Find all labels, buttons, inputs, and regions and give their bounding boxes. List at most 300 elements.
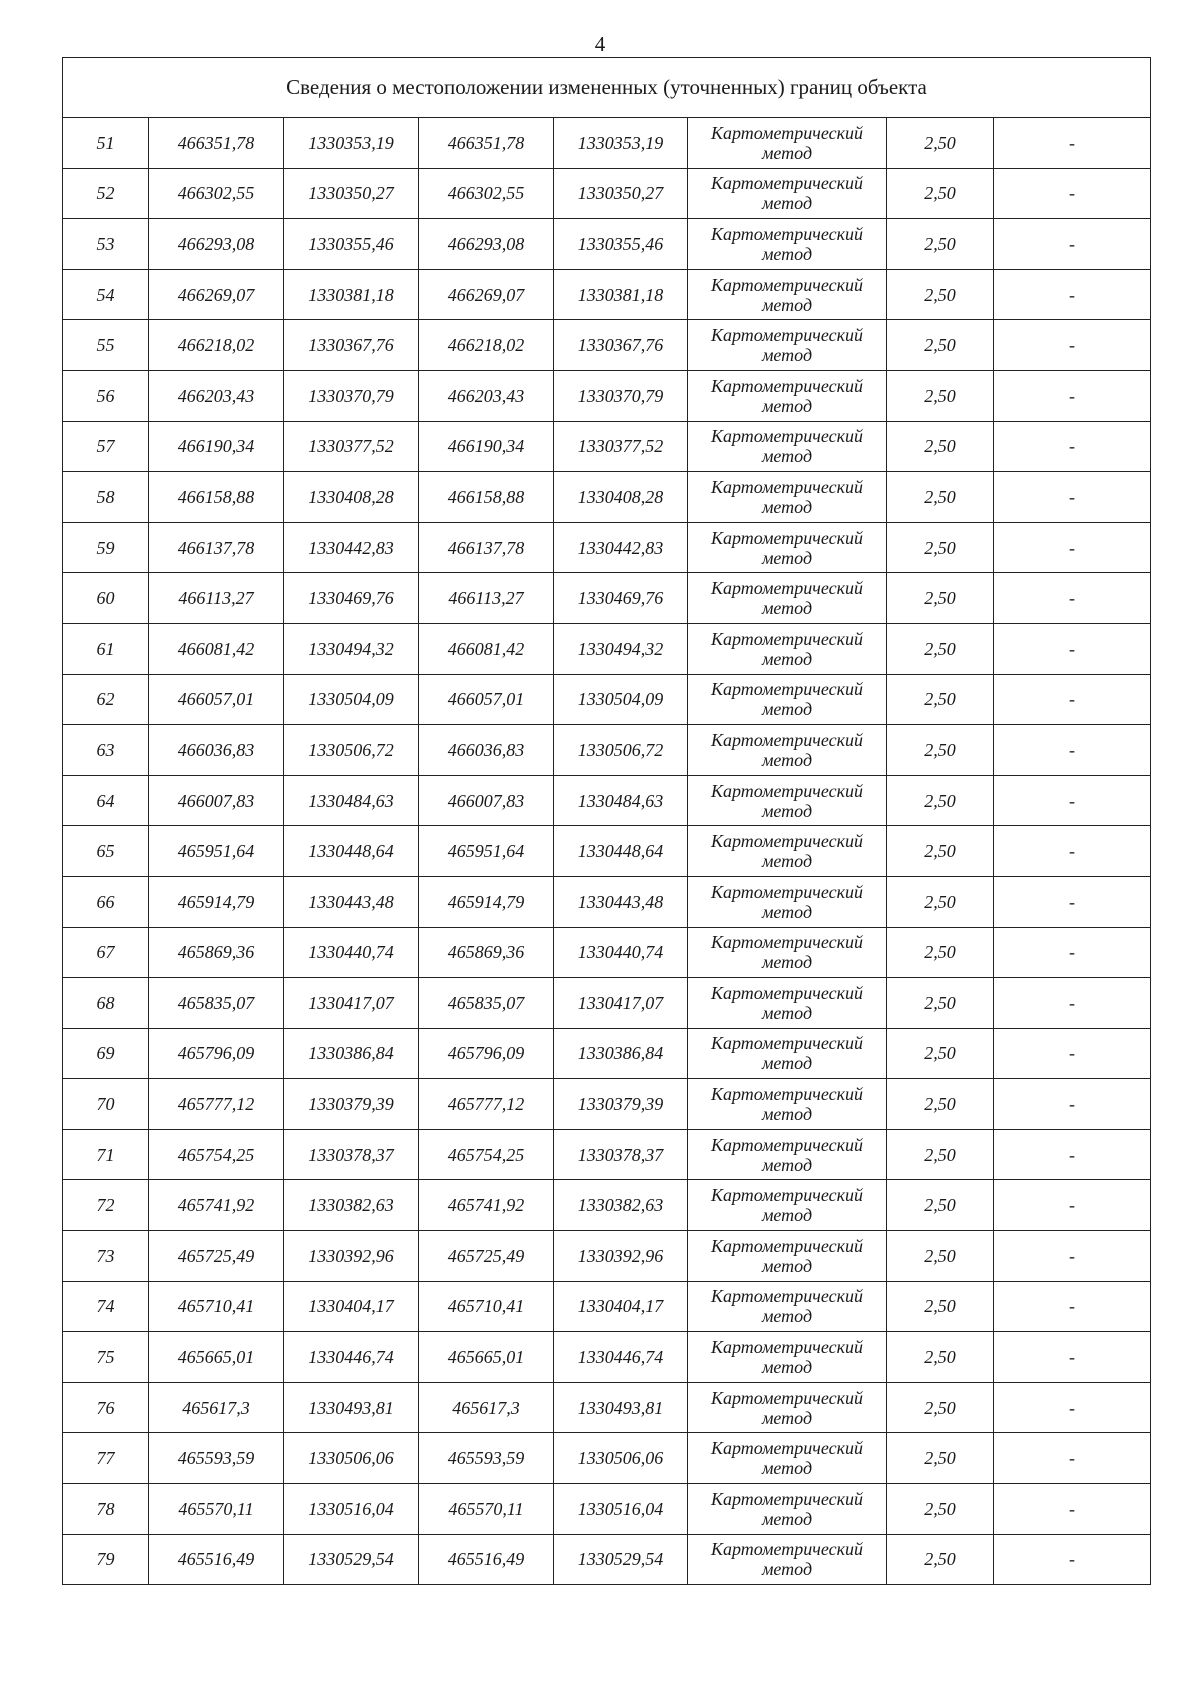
method-line-2: метод [761, 1407, 813, 1428]
description-cell: - [994, 623, 1151, 674]
point-number-cell: 63 [63, 725, 149, 776]
method-cell [688, 1484, 887, 1535]
y-new-cell: 1330442,83 [554, 522, 688, 573]
method-line-2: метод [761, 1508, 813, 1529]
x-existing-cell: 466137,78 [149, 522, 284, 573]
description-cell: - [994, 1534, 1151, 1585]
y-new-cell: 1330382,63 [554, 1180, 688, 1231]
description-cell: - [994, 1231, 1151, 1282]
accuracy-cell: 2,50 [887, 674, 994, 725]
x-new-cell: 466057,01 [419, 674, 554, 725]
x-new-cell: 465869,36 [419, 927, 554, 978]
method-line-1: Картометрический [710, 274, 863, 295]
point-number-cell: 73 [63, 1231, 149, 1282]
y-existing-cell: 1330493,81 [284, 1382, 419, 1433]
table-row [63, 775, 1151, 826]
table-row [63, 320, 1151, 371]
accuracy-cell: 2,50 [887, 623, 994, 674]
table-row [63, 421, 1151, 472]
method-cell [688, 370, 887, 421]
y-existing-cell: 1330443,48 [284, 876, 419, 927]
table-row [63, 1281, 1151, 1332]
point-number-cell: 66 [63, 876, 149, 927]
description-cell: - [994, 1382, 1151, 1433]
y-new-cell: 1330381,18 [554, 269, 688, 320]
x-existing-cell: 465796,09 [149, 1028, 284, 1079]
method-line-1: Картометрический [710, 1286, 863, 1307]
point-number-cell: 71 [63, 1129, 149, 1180]
method-line-2: метод [761, 193, 813, 214]
method-cell [688, 1433, 887, 1484]
point-number-cell: 54 [63, 269, 149, 320]
accuracy-cell: 2,50 [887, 1534, 994, 1585]
accuracy-cell: 2,50 [887, 421, 994, 472]
method-cell [688, 826, 887, 877]
y-existing-cell: 1330370,79 [284, 370, 419, 421]
accuracy-cell: 2,50 [887, 927, 994, 978]
method-cell [688, 623, 887, 674]
method-cell [688, 1129, 887, 1180]
method-line-2: метод [761, 1205, 813, 1226]
method-line-1: Картометрический [710, 1235, 863, 1256]
method-line-1: Картометрический [710, 628, 863, 649]
method-line-1: Картометрический [710, 1337, 863, 1358]
table-row [63, 1484, 1151, 1535]
y-new-cell: 1330440,74 [554, 927, 688, 978]
method-cell [688, 573, 887, 624]
method-cell [688, 1534, 887, 1585]
table-row [63, 1332, 1151, 1383]
x-existing-cell: 465835,07 [149, 978, 284, 1029]
method-cell [688, 1332, 887, 1383]
point-number-cell: 59 [63, 522, 149, 573]
description-cell: - [994, 421, 1151, 472]
y-existing-cell: 1330440,74 [284, 927, 419, 978]
point-number-cell: 56 [63, 370, 149, 421]
x-existing-cell: 466269,07 [149, 269, 284, 320]
y-existing-cell: 1330506,72 [284, 725, 419, 776]
y-new-cell: 1330446,74 [554, 1332, 688, 1383]
x-existing-cell: 465516,49 [149, 1534, 284, 1585]
point-number-cell: 53 [63, 219, 149, 270]
method-cell [688, 927, 887, 978]
accuracy-cell: 2,50 [887, 472, 994, 523]
coordinates-table [62, 57, 1151, 1585]
method-line-2: метод [761, 1154, 813, 1175]
point-number-cell: 77 [63, 1433, 149, 1484]
description-cell: - [994, 927, 1151, 978]
y-new-cell: 1330469,76 [554, 573, 688, 624]
description-cell: - [994, 370, 1151, 421]
x-new-cell: 465741,92 [419, 1180, 554, 1231]
method-line-2: метод [761, 243, 813, 264]
x-new-cell: 466302,55 [419, 168, 554, 219]
y-new-cell: 1330378,37 [554, 1129, 688, 1180]
x-new-cell: 466190,34 [419, 421, 554, 472]
table-row [63, 978, 1151, 1029]
description-cell: - [994, 1281, 1151, 1332]
x-existing-cell: 465710,41 [149, 1281, 284, 1332]
table-row [63, 168, 1151, 219]
x-new-cell: 466137,78 [419, 522, 554, 573]
method-cell [688, 1382, 887, 1433]
y-existing-cell: 1330355,46 [284, 219, 419, 270]
x-existing-cell: 466158,88 [149, 472, 284, 523]
x-new-cell: 465570,11 [419, 1484, 554, 1535]
method-line-1: Картометрический [710, 173, 863, 194]
method-line-1: Картометрический [710, 476, 863, 497]
x-new-cell: 466007,83 [419, 775, 554, 826]
point-number-cell: 65 [63, 826, 149, 877]
table-row [63, 674, 1151, 725]
y-new-cell: 1330353,19 [554, 118, 688, 169]
y-new-cell: 1330370,79 [554, 370, 688, 421]
table-title: Сведения о местоположении измененных (уточненных) границ объекта [63, 58, 1151, 118]
method-line-1: Картометрический [710, 729, 863, 750]
x-existing-cell: 466351,78 [149, 118, 284, 169]
point-number-cell: 76 [63, 1382, 149, 1433]
x-new-cell: 465777,12 [419, 1079, 554, 1130]
table-row [63, 1231, 1151, 1282]
y-existing-cell: 1330404,17 [284, 1281, 419, 1332]
description-cell: - [994, 1028, 1151, 1079]
table-row [63, 1534, 1151, 1585]
x-new-cell: 465665,01 [419, 1332, 554, 1383]
y-existing-cell: 1330382,63 [284, 1180, 419, 1231]
method-cell [688, 775, 887, 826]
point-number-cell: 60 [63, 573, 149, 624]
method-line-2: метод [761, 901, 813, 922]
table-row [63, 927, 1151, 978]
y-new-cell: 1330377,52 [554, 421, 688, 472]
table-row [63, 623, 1151, 674]
method-cell [688, 1180, 887, 1231]
accuracy-cell: 2,50 [887, 978, 994, 1029]
method-line-2: метод [761, 142, 813, 163]
method-line-2: метод [761, 1306, 813, 1327]
x-existing-cell: 466036,83 [149, 725, 284, 776]
method-line-2: метод [761, 1458, 813, 1479]
y-new-cell: 1330494,32 [554, 623, 688, 674]
y-existing-cell: 1330381,18 [284, 269, 419, 320]
description-cell: - [994, 219, 1151, 270]
description-cell: - [994, 978, 1151, 1029]
y-new-cell: 1330504,09 [554, 674, 688, 725]
x-new-cell: 465835,07 [419, 978, 554, 1029]
description-cell: - [994, 1180, 1151, 1231]
y-existing-cell: 1330506,06 [284, 1433, 419, 1484]
accuracy-cell: 2,50 [887, 826, 994, 877]
table-row [63, 826, 1151, 877]
accuracy-cell: 2,50 [887, 1433, 994, 1484]
method-line-1: Картометрический [710, 1387, 863, 1408]
method-line-2: метод [761, 1002, 813, 1023]
method-line-1: Картометрический [710, 932, 863, 953]
description-cell: - [994, 725, 1151, 776]
table-row [63, 573, 1151, 624]
y-existing-cell: 1330379,39 [284, 1079, 419, 1130]
method-cell [688, 978, 887, 1029]
x-existing-cell: 466081,42 [149, 623, 284, 674]
point-number-cell: 75 [63, 1332, 149, 1383]
table-row [63, 1382, 1151, 1433]
description-cell: - [994, 1484, 1151, 1535]
accuracy-cell: 2,50 [887, 118, 994, 169]
accuracy-cell: 2,50 [887, 1231, 994, 1282]
y-existing-cell: 1330367,76 [284, 320, 419, 371]
description-cell: - [994, 1129, 1151, 1180]
y-new-cell: 1330448,64 [554, 826, 688, 877]
x-new-cell: 466158,88 [419, 472, 554, 523]
y-new-cell: 1330506,72 [554, 725, 688, 776]
method-line-1: Картометрический [710, 122, 863, 143]
method-line-2: метод [761, 1053, 813, 1074]
method-line-2: метод [761, 294, 813, 315]
x-new-cell: 465710,41 [419, 1281, 554, 1332]
table-row [63, 269, 1151, 320]
x-existing-cell: 465754,25 [149, 1129, 284, 1180]
x-existing-cell: 466218,02 [149, 320, 284, 371]
x-new-cell: 465914,79 [419, 876, 554, 927]
y-existing-cell: 1330446,74 [284, 1332, 419, 1383]
accuracy-cell: 2,50 [887, 219, 994, 270]
x-existing-cell: 465914,79 [149, 876, 284, 927]
table-row [63, 1079, 1151, 1130]
y-existing-cell: 1330353,19 [284, 118, 419, 169]
point-number-cell: 68 [63, 978, 149, 1029]
point-number-cell: 62 [63, 674, 149, 725]
x-existing-cell: 466057,01 [149, 674, 284, 725]
method-line-1: Картометрический [710, 1033, 863, 1054]
method-line-1: Картометрический [710, 1084, 863, 1105]
y-new-cell: 1330493,81 [554, 1382, 688, 1433]
point-number-cell: 79 [63, 1534, 149, 1585]
description-cell: - [994, 1433, 1151, 1484]
accuracy-cell: 2,50 [887, 775, 994, 826]
y-existing-cell: 1330529,54 [284, 1534, 419, 1585]
method-line-2: метод [761, 1357, 813, 1378]
accuracy-cell: 2,50 [887, 1281, 994, 1332]
method-line-1: Картометрический [710, 1539, 863, 1560]
method-line-1: Картометрический [710, 780, 863, 801]
method-line-1: Картометрический [710, 831, 863, 852]
method-cell [688, 1281, 887, 1332]
x-existing-cell: 465665,01 [149, 1332, 284, 1383]
y-new-cell: 1330379,39 [554, 1079, 688, 1130]
x-existing-cell: 465741,92 [149, 1180, 284, 1231]
y-new-cell: 1330392,96 [554, 1231, 688, 1282]
y-new-cell: 1330408,28 [554, 472, 688, 523]
table-row [63, 118, 1151, 169]
method-line-2: метод [761, 446, 813, 467]
method-cell [688, 876, 887, 927]
y-new-cell: 1330529,54 [554, 1534, 688, 1585]
x-existing-cell: 465617,3 [149, 1382, 284, 1433]
x-existing-cell: 466302,55 [149, 168, 284, 219]
point-number-cell: 52 [63, 168, 149, 219]
method-line-1: Картометрический [710, 982, 863, 1003]
method-line-2: метод [761, 800, 813, 821]
method-line-1: Картометрический [710, 1488, 863, 1509]
y-existing-cell: 1330494,32 [284, 623, 419, 674]
x-existing-cell: 465593,59 [149, 1433, 284, 1484]
table-row [63, 725, 1151, 776]
point-number-cell: 69 [63, 1028, 149, 1079]
x-existing-cell: 466113,27 [149, 573, 284, 624]
description-cell: - [994, 118, 1151, 169]
x-existing-cell: 465951,64 [149, 826, 284, 877]
x-new-cell: 466113,27 [419, 573, 554, 624]
method-line-1: Картометрический [710, 1438, 863, 1459]
x-new-cell: 466293,08 [419, 219, 554, 270]
table-row [63, 522, 1151, 573]
y-existing-cell: 1330350,27 [284, 168, 419, 219]
x-new-cell: 465754,25 [419, 1129, 554, 1180]
point-number-cell: 51 [63, 118, 149, 169]
table-row [63, 1129, 1151, 1180]
method-cell [688, 472, 887, 523]
method-line-1: Картометрический [710, 578, 863, 599]
table-row [63, 1028, 1151, 1079]
y-existing-cell: 1330392,96 [284, 1231, 419, 1282]
method-line-2: метод [761, 496, 813, 517]
method-cell [688, 1231, 887, 1282]
method-line-2: метод [761, 547, 813, 568]
method-line-2: метод [761, 1255, 813, 1276]
x-existing-cell: 466293,08 [149, 219, 284, 270]
accuracy-cell: 2,50 [887, 1129, 994, 1180]
y-new-cell: 1330506,06 [554, 1433, 688, 1484]
accuracy-cell: 2,50 [887, 1028, 994, 1079]
description-cell: - [994, 674, 1151, 725]
point-number-cell: 58 [63, 472, 149, 523]
accuracy-cell: 2,50 [887, 269, 994, 320]
table-row [63, 876, 1151, 927]
description-cell: - [994, 775, 1151, 826]
method-line-2: метод [761, 952, 813, 973]
y-existing-cell: 1330408,28 [284, 472, 419, 523]
method-line-1: Картометрический [710, 881, 863, 902]
method-line-1: Картометрический [710, 1185, 863, 1206]
method-line-2: метод [761, 851, 813, 872]
point-number-cell: 67 [63, 927, 149, 978]
method-cell [688, 674, 887, 725]
table-row [63, 370, 1151, 421]
table-title-row [63, 58, 1151, 118]
x-new-cell: 466351,78 [419, 118, 554, 169]
method-line-1: Картометрический [710, 325, 863, 346]
accuracy-cell: 2,50 [887, 1079, 994, 1130]
y-new-cell: 1330355,46 [554, 219, 688, 270]
description-cell: - [994, 269, 1151, 320]
point-number-cell: 74 [63, 1281, 149, 1332]
method-cell [688, 168, 887, 219]
method-cell [688, 269, 887, 320]
description-cell: - [994, 522, 1151, 573]
x-new-cell: 466203,43 [419, 370, 554, 421]
description-cell: - [994, 876, 1151, 927]
x-new-cell: 466269,07 [419, 269, 554, 320]
method-cell [688, 522, 887, 573]
method-line-2: метод [761, 749, 813, 770]
y-new-cell: 1330386,84 [554, 1028, 688, 1079]
method-line-2: метод [761, 395, 813, 416]
point-number-cell: 61 [63, 623, 149, 674]
description-cell: - [994, 573, 1151, 624]
y-existing-cell: 1330417,07 [284, 978, 419, 1029]
accuracy-cell: 2,50 [887, 876, 994, 927]
method-line-2: метод [761, 1559, 813, 1580]
y-existing-cell: 1330377,52 [284, 421, 419, 472]
x-new-cell: 465593,59 [419, 1433, 554, 1484]
accuracy-cell: 2,50 [887, 1382, 994, 1433]
accuracy-cell: 2,50 [887, 1180, 994, 1231]
x-existing-cell: 465869,36 [149, 927, 284, 978]
method-line-1: Картометрический [710, 1134, 863, 1155]
y-new-cell: 1330443,48 [554, 876, 688, 927]
point-number-cell: 70 [63, 1079, 149, 1130]
y-existing-cell: 1330448,64 [284, 826, 419, 877]
point-number-cell: 55 [63, 320, 149, 371]
method-line-1: Картометрический [710, 223, 863, 244]
accuracy-cell: 2,50 [887, 1484, 994, 1535]
method-cell [688, 320, 887, 371]
method-line-2: метод [761, 699, 813, 720]
method-cell [688, 118, 887, 169]
x-new-cell: 466218,02 [419, 320, 554, 371]
x-new-cell: 465516,49 [419, 1534, 554, 1585]
y-new-cell: 1330350,27 [554, 168, 688, 219]
y-new-cell: 1330367,76 [554, 320, 688, 371]
table-row [63, 1180, 1151, 1231]
method-cell [688, 1028, 887, 1079]
point-number-cell: 78 [63, 1484, 149, 1535]
y-new-cell: 1330516,04 [554, 1484, 688, 1535]
description-cell: - [994, 472, 1151, 523]
method-line-1: Картометрический [710, 426, 863, 447]
method-line-1: Картометрический [710, 375, 863, 396]
method-line-1: Картометрический [710, 527, 863, 548]
x-new-cell: 465951,64 [419, 826, 554, 877]
y-existing-cell: 1330386,84 [284, 1028, 419, 1079]
table-row [63, 1433, 1151, 1484]
x-new-cell: 465725,49 [419, 1231, 554, 1282]
table-body [63, 58, 1151, 1585]
accuracy-cell: 2,50 [887, 168, 994, 219]
x-new-cell: 465796,09 [419, 1028, 554, 1079]
accuracy-cell: 2,50 [887, 320, 994, 371]
accuracy-cell: 2,50 [887, 573, 994, 624]
y-new-cell: 1330417,07 [554, 978, 688, 1029]
x-existing-cell: 465777,12 [149, 1079, 284, 1130]
x-new-cell: 466081,42 [419, 623, 554, 674]
method-cell [688, 421, 887, 472]
method-line-2: метод [761, 1104, 813, 1125]
y-existing-cell: 1330378,37 [284, 1129, 419, 1180]
description-cell: - [994, 1332, 1151, 1383]
table-row [63, 472, 1151, 523]
y-existing-cell: 1330469,76 [284, 573, 419, 624]
table-row [63, 219, 1151, 270]
x-new-cell: 465617,3 [419, 1382, 554, 1433]
method-cell [688, 1079, 887, 1130]
method-line-2: метод [761, 345, 813, 366]
page-number: 4 [594, 32, 606, 56]
description-cell: - [994, 168, 1151, 219]
accuracy-cell: 2,50 [887, 370, 994, 421]
description-cell: - [994, 1079, 1151, 1130]
accuracy-cell: 2,50 [887, 1332, 994, 1383]
